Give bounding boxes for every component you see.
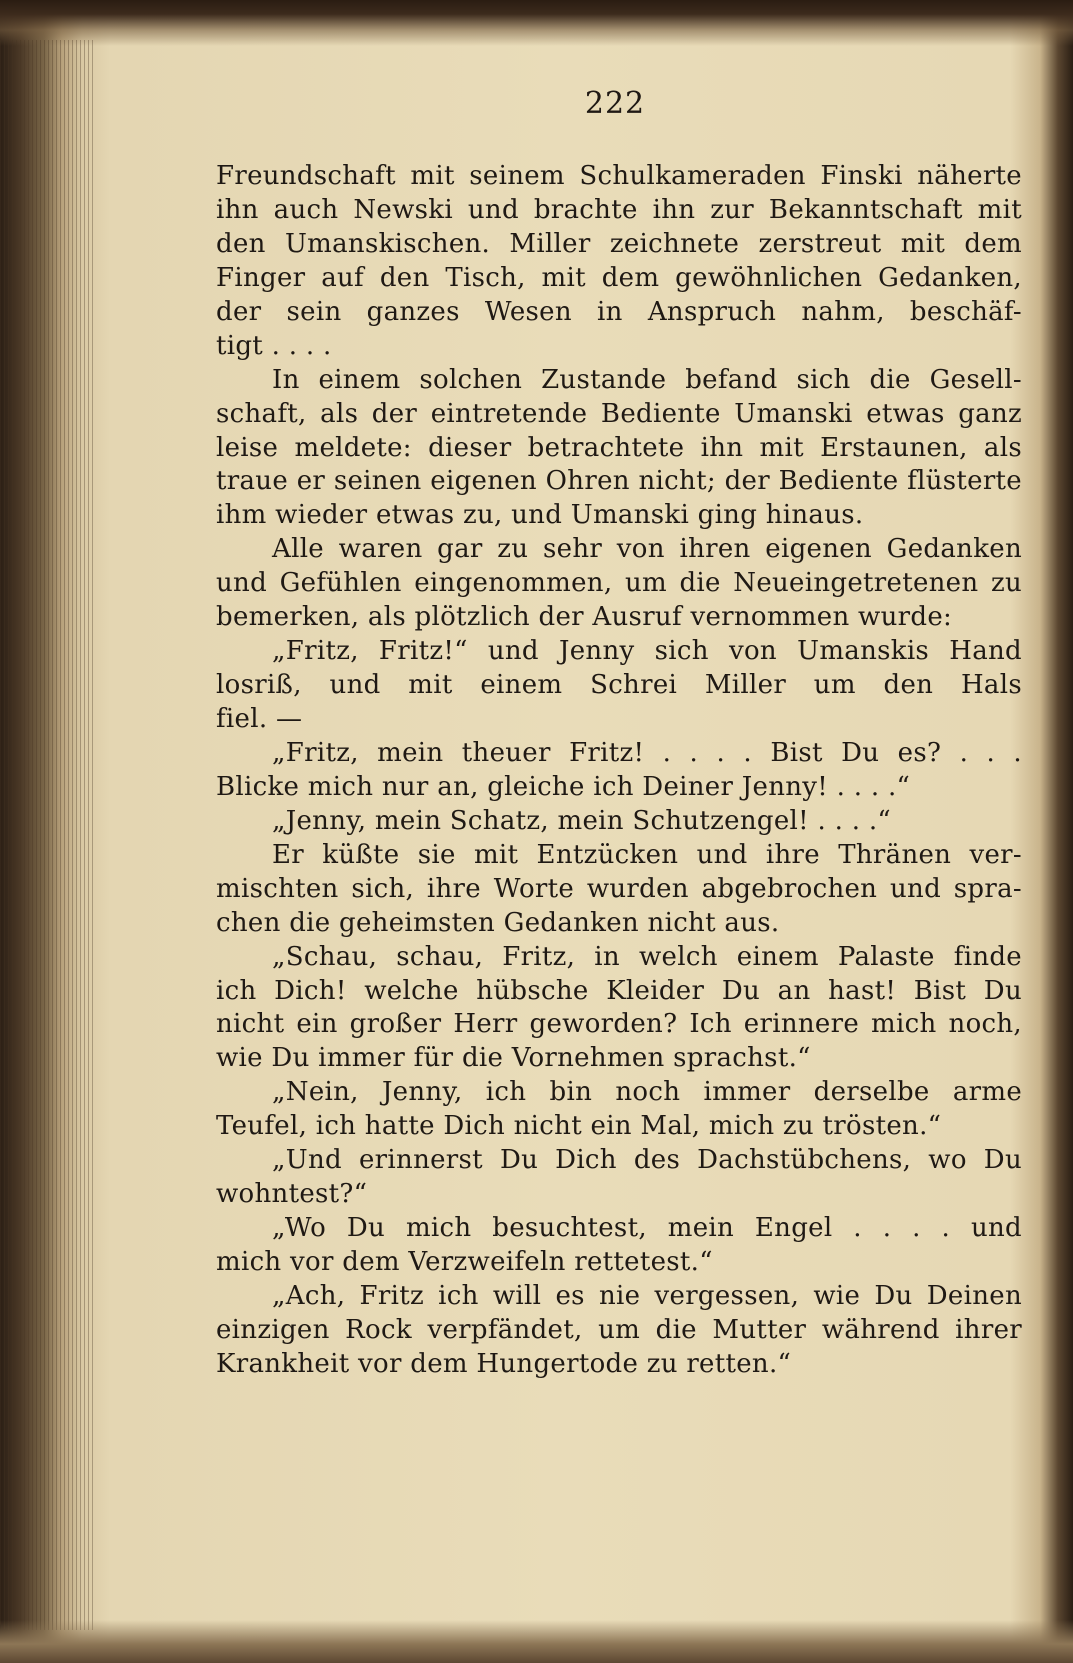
text-line: mischten sich, ihre Worte wurden abgebrochen und spra-: [216, 873, 1022, 904]
text-line: „Fritz, Fritz!“ und Jenny sich von Umanskis Hand: [272, 636, 1022, 667]
text-line: „Wo Du mich besuchtest, mein Engel . . . . und: [272, 1213, 1022, 1244]
text-line: „Ach, Fritz ich will es nie vergessen, wie Du Deinen: [272, 1280, 1022, 1311]
text-line: Alle waren gar zu sehr von ihren eigenen Gedanken: [272, 534, 1022, 565]
top-shadow: [0, 0, 1073, 46]
page-number: 222: [584, 86, 646, 121]
text-line: „Jenny, mein Schatz, mein Schutzengel! . . . .“: [272, 805, 892, 836]
text-line: mich vor dem Verzweifeln rettetest.“: [216, 1247, 713, 1277]
text-line: traue er seinen eigenen Ohren nicht; der Bediente flüsterte: [216, 466, 1022, 497]
text-line: wie Du immer für die Vornehmen sprachst.“: [216, 1043, 811, 1074]
text-line: losriß, und mit einem Schrei Miller um den Hals: [216, 670, 1022, 701]
text-line: „Fritz, mein theuer Fritz! . . . . Bist Du es? . . .: [272, 737, 1022, 768]
text-line: nicht ein großer Herr geworden? Ich erinnere mich noch,: [216, 1009, 1022, 1040]
text-line: Krankheit vor dem Hungertode zu retten.“: [216, 1348, 792, 1379]
page-edges: [0, 40, 96, 1630]
text-line: wohntest?“: [216, 1179, 368, 1210]
text-line: In einem solchen Zustande befand sich die Gesell-: [272, 364, 1022, 395]
text-line: einzigen Rock verpfändet, um die Mutter während ihrer: [216, 1314, 1022, 1345]
text-line: fiel. —: [216, 704, 303, 734]
body-text: [216, 160, 1022, 1382]
text-line: „Schau, schau, Fritz, in welch einem Palaste finde: [272, 941, 1022, 972]
text-line: den Umanskischen. Miller zeichnete zerstreut mit dem: [216, 228, 1022, 259]
bottom-edge: [0, 1620, 1073, 1663]
text-line: „Und erinnerst Du Dich des Dachstübchens, wo Du: [272, 1145, 1022, 1176]
text-line: und Gefühlen eingenommen, um die Neueingetretenen zu: [216, 568, 1022, 599]
text-line: chen die geheimsten Gedanken nicht aus.: [216, 907, 780, 938]
text-line: ich Dich! welche hübsche Kleider Du an hast! Bist Du: [216, 975, 1022, 1006]
text-line: tigt . . . .: [216, 330, 332, 361]
text-line: bemerken, als plötzlich der Ausruf vernommen wurde:: [216, 602, 953, 633]
text-line: leise meldete: dieser betrachtete ihn mit Erstaunen, als: [216, 432, 1022, 463]
text-line: Teufel, ich hatte Dich nicht ein Mal, mich zu trösten.“: [216, 1111, 942, 1142]
text-line: schaft, als der eintretende Bediente Umanski etwas ganz: [216, 398, 1022, 429]
text-line: der sein ganzes Wesen in Anspruch nahm, beschäf-: [216, 296, 1022, 327]
text-line: Freundschaft mit seinem Schulkameraden Finski näherte: [216, 161, 1022, 191]
text-line: ihm wieder etwas zu, und Umanski ging hinaus.: [216, 500, 864, 531]
text-line: Er küßte sie mit Entzücken und ihre Thränen ver-: [272, 839, 1022, 870]
text-line: Blicke mich nur an, gleiche ich Deiner Jenny! . . . .“: [216, 771, 911, 802]
text-line: „Nein, Jenny, ich bin noch immer derselbe arme: [272, 1077, 1022, 1108]
text-line: Finger auf den Tisch, mit dem gewöhnlichen Gedanken,: [216, 262, 1022, 293]
text-line: ihn auch Newski und brachte ihn zur Bekanntschaft mit: [216, 194, 1022, 225]
